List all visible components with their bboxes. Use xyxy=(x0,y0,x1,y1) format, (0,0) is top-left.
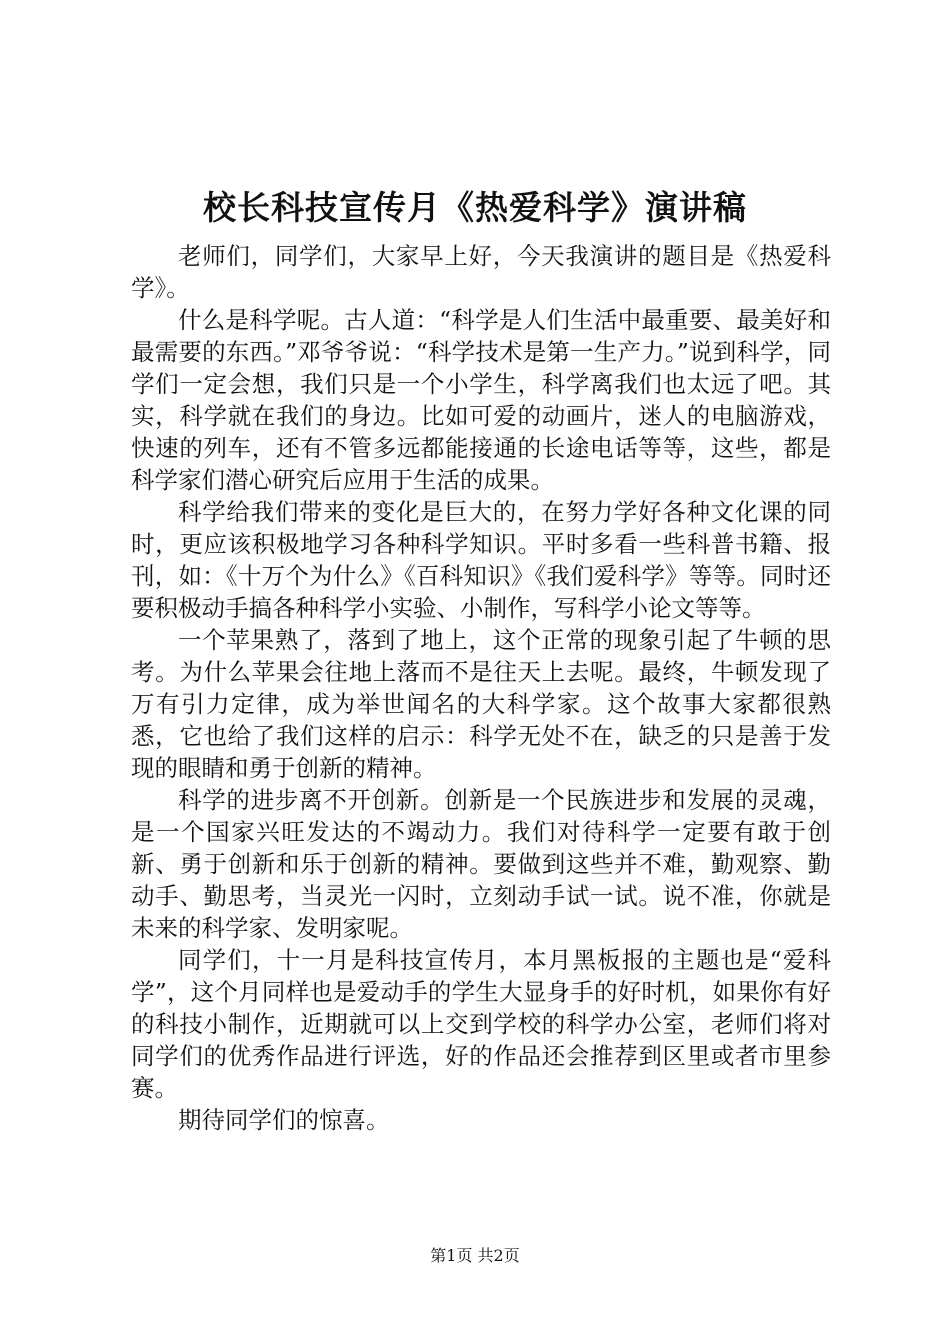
document-title: 校长科技宣传月《热爱科学》演讲稿 xyxy=(203,188,747,227)
paragraph: 科学给我们带来的变化是巨大的，在努力学好各种文化课的同时，更应该积极地学习各种科学知识。平时多看一些科普书籍、报刊，如：《十万个为什么》《百科知识》《我们爱科学》等等。同时还要积极动手搞各种科学小实验、小制作，写科学小论文等等。 xyxy=(131,498,831,622)
paragraph: 期待同学们的惊喜。 xyxy=(178,1106,390,1134)
paragraph: 一个苹果熟了，落到了地上，这个正常的现象引起了牛顿的思考。为什么苹果会往地上落而不是往天上去呢。最终，牛顿发现了万有引力定律，成为举世闻名的大科学家。这个故事大家都很熟悉，它也给了我们这样的启示：科学无处不在，缺乏的只是善于发现的眼睛和勇于创新的精神。 xyxy=(131,626,831,782)
paragraph: 什么是科学呢。古人道：“科学是人们生活中最重要、最美好和最需要的东西。”邓爷爷说：“科学技术是第一生产力。”说到科学，同学们一定会想，我们只是一个小学生，科学离我们也太远了吧。其实，科学就在我们的身边。比如可爱的动画片，迷人的电脑游戏，快速的列车，还有不管多远都能接通的长途电话等等，这些，都是科学家们潜心研究后应用于生活的成果。 xyxy=(131,306,831,494)
paragraph: 老师们，同学们，大家早上好，今天我演讲的题目是《热爱科学》。 xyxy=(131,242,831,302)
page-footer: 第1页 共2页 xyxy=(430,1246,520,1265)
paragraph: 科学的进步离不开创新。创新是一个民族进步和发展的灵魂，是一个国家兴旺发达的不竭动力。我们对待科学一定要有敢于创新、勇于创新和乐于创新的精神。要做到这些并不难，勤观察、勤动手、勤思考，当灵光一闪时，立刻动手试一试。说不准，你就是未来的科学家、发明家呢。 xyxy=(131,786,831,942)
paragraph: 同学们，十一月是科技宣传月，本月黑板报的主题也是“爱科学”，这个月同样也是爱动手的学生大显身手的好时机，如果你有好的科技小制作，近期就可以上交到学校的科学办公室，老师们将对同学们的优秀作品进行评选，好的作品还会推荐到区里或者市里参赛。 xyxy=(131,946,831,1102)
document-body xyxy=(131,240,831,1136)
